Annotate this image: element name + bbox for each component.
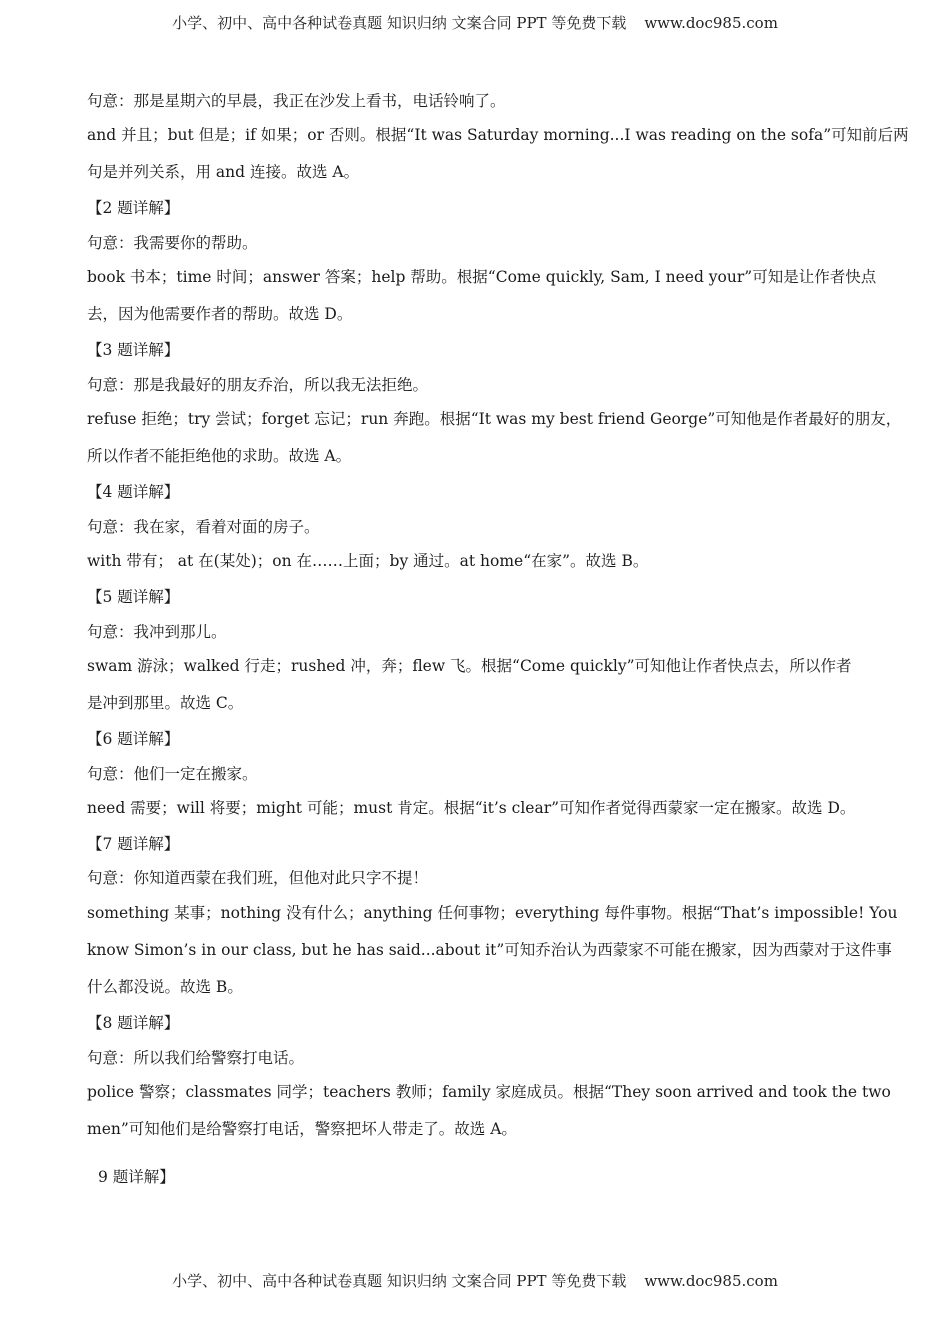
text-line: swam 游泳；walked 行走；rushed 冲，奔；flew 飞。根据“Come quickly”可知他让作者快点去，所以作者 (87, 657, 852, 675)
text-line: 去，因为他需要作者的帮助。故选 D。 (87, 305, 353, 323)
text-line: 句意：我冲到那儿。 (87, 623, 227, 641)
section-heading: 【6 题详解】 (87, 730, 180, 748)
page-footer (0, 1270, 950, 1291)
text-line: 句意：我需要你的帮助。 (87, 234, 258, 252)
section-heading: 【5 题详解】 (87, 588, 180, 606)
header-site-link[interactable]: www.doc985.com (644, 14, 778, 32)
text-line: police 警察；classmates 同学；teachers 教师；family 家庭成员。根据“They soon arrived and took the two (87, 1083, 891, 1101)
text-line: 什么都没说。故选 B。 (87, 978, 243, 996)
text-line: book 书本；time 时间；answer 答案；help 帮助。根据“Come quickly, Sam, I need your”可知是让作者快点 (87, 268, 877, 286)
header-slogan: 小学、初中、高中各种试卷真题 知识归纳 文案合同 PPT 等免费下载 (172, 14, 627, 32)
text-line: something 某事；nothing 没有什么；anything 任何事物；everything 每件事物。根据“That’s impossible! You (87, 904, 898, 922)
text-line: 所以作者不能拒绝他的求助。故选 A。 (87, 447, 352, 465)
footer-slogan: 小学、初中、高中各种试卷真题 知识归纳 文案合同 PPT 等免费下载 (172, 1272, 627, 1290)
section-heading: 【7 题详解】 (87, 835, 180, 853)
text-line: know Simon’s in our class, but he has said...about it”可知乔治认为西蒙家不可能在搬家，因为西蒙对于这件事 (87, 941, 892, 959)
text-line: 句意：那是我最好的朋友乔治，所以我无法拒绝。 (87, 376, 429, 394)
text-line: 句意：他们一定在搬家。 (87, 765, 258, 783)
text-line: refuse 拒绝；try 尝试；forget 忘记；run 奔跑。根据“It was my best friend George”可知他是作者最好的朋友， (87, 410, 902, 428)
text-line: 句是并列关系，用 and 连接。故选 A。 (87, 163, 360, 181)
text-line: and 并且；but 但是；if 如果；or 否则。根据“It was Saturday morning...I was reading on the sofa”可知前后两 (87, 126, 909, 144)
page-header (0, 12, 950, 33)
text-line: with 带有； at 在(某处)；on 在……上面；by 通过。at home“在家”。故选 B。 (87, 552, 649, 570)
footer-site-link[interactable]: www.doc985.com (644, 1272, 778, 1290)
text-line: 是冲到那里。故选 C。 (87, 694, 244, 712)
text-line: 句意：你知道西蒙在我们班，但他对此只字不提！ (87, 869, 429, 887)
text-line: 句意：那是星期六的早晨，我正在沙发上看书，电话铃响了。 (87, 92, 506, 110)
text-line: need 需要；will 将要；might 可能；must 肯定。根据“it’s clear”可知作者觉得西蒙家一定在搬家。故选 D。 (87, 799, 856, 817)
section-heading: 【8 题详解】 (87, 1014, 180, 1032)
text-line: 句意：我在家，看着对面的房子。 (87, 518, 320, 536)
section-heading: 【2 题详解】 (87, 199, 180, 217)
text-line: men”可知他们是给警察打电话，警察把坏人带走了。故选 A。 (87, 1120, 517, 1138)
section-heading: 【3 题详解】 (87, 341, 180, 359)
section-heading: 9 题详解】 (98, 1168, 175, 1186)
section-heading: 【4 题详解】 (87, 483, 180, 501)
text-line: 句意：所以我们给警察打电话。 (87, 1049, 305, 1067)
